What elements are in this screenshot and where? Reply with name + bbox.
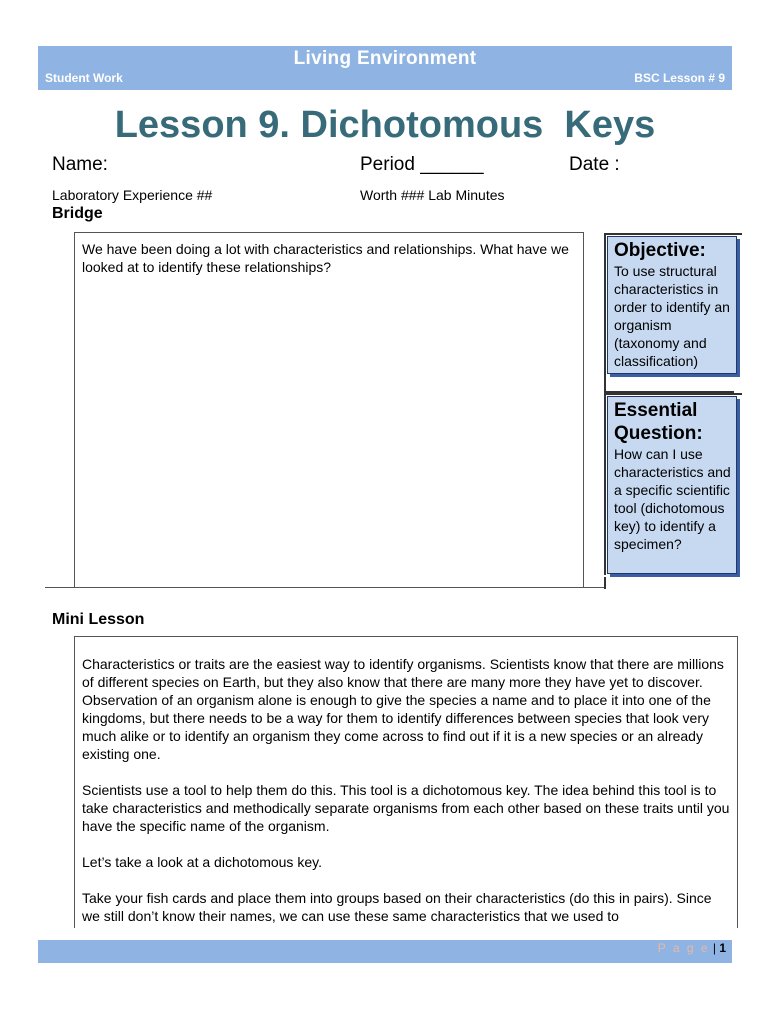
bridge-label: Bridge (52, 205, 103, 222)
objective-bracket (604, 375, 734, 393)
bridge-text: We have been doing a lot with characteristics and relationships. What have we looked at to identify these relationships? (82, 241, 569, 275)
lab-experience: Laboratory Experience ## (52, 187, 213, 203)
bridge-box (74, 232, 584, 587)
page-footer (658, 941, 726, 955)
footer-band (38, 940, 732, 963)
period-field: Period ______ (360, 154, 484, 175)
bridge-divider (45, 587, 605, 588)
essential-bracket (604, 577, 608, 589)
lab-worth: Worth ### Lab Minutes (360, 187, 505, 203)
mini-lesson-paragraph: Scientists use a tool to help them do this. This tool is a dichotomous key. The idea behind this tool is to take characteristics and methodically separate organisms from each other based on these traits until you have the specific name of the organism. (82, 782, 730, 834)
page-number: 1 (719, 941, 726, 955)
essential-question-heading: Essential Question: (614, 400, 703, 444)
header-lesson-number: BSC Lesson # 9 (634, 71, 725, 85)
header-band (38, 46, 732, 90)
mini-lesson-paragraph: Characteristics or traits are the easiest way to identify organisms. Scientists know that there are millions of different species on Earth, but they also know that there are many more they have yet to discover. Observation of an organism alone is enough to give the species a name and to place it into one of the kingdoms, but there needs to be a way for them to identify differences between species that look very much alike or to identify an organism they come across to find out if it is a new species or an already existing one. (82, 656, 724, 762)
course-title: Living Environment (293, 48, 477, 69)
date-field: Date : (569, 154, 620, 175)
lesson-title: Lesson 9. Dichotomous Keys (114, 104, 656, 146)
objective-heading: Objective: (614, 240, 706, 261)
page-word: P a g e (657, 941, 710, 955)
mini-lesson-box (74, 636, 738, 928)
header-student-work: Student Work (45, 71, 123, 85)
page-separator: | (709, 941, 720, 955)
essential-question-box (607, 396, 737, 574)
objective-text: To use structural characteristics in order to identify an organism (taxonomy and classification) (614, 263, 730, 369)
mini-lesson-label: Mini Lesson (52, 611, 145, 628)
essential-question-text: How can I use characteristics and a specific scientific tool (dichotomous key) to identify a specimen? (614, 446, 731, 552)
name-field: Name: (52, 154, 108, 175)
mini-lesson-paragraph: Take your fish cards and place them into groups based on their characteristics (do this in pairs). Since we still don’t know their names, we can use these same characteristics that we used to (82, 890, 712, 924)
mini-lesson-paragraph: Let’s take a look at a dichotomous key. (82, 854, 322, 870)
objective-box (607, 236, 737, 374)
